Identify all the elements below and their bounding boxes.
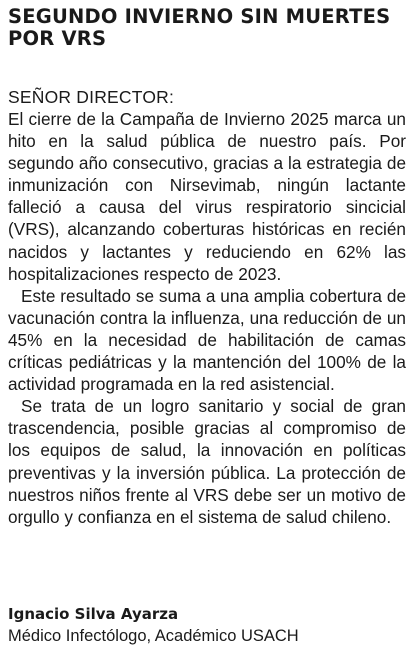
headline-line-2: POR VRS — [8, 27, 107, 50]
paragraph-1: El cierre de la Campaña de Invierno 2025 marca un hito en la salud pública de nuestro país. Por segundo año consecutivo, gracias a la estrategia de inmunización con Nirsevimab, ningún lactante falleció a causa del virus respiratorio sincicial (VRS), alcanzando coberturas históricas en recién nacidos y lactantes y reduciendo en 62% las hospitalizaciones respecto de 2023. — [8, 109, 406, 284]
headline — [8, 6, 406, 50]
paragraph-2: Este resultado se suma a una amplia cobertura de vacunación contra la influenza, una reducción de un 45% en la necesidad de habilitación de camas críticas pediátricas y la mantención del 100% de la actividad programada en la red asistencial. — [8, 285, 406, 395]
signature-block — [8, 603, 406, 647]
author-title: Médico Infectólogo, Académico USACH — [8, 627, 299, 645]
author-name: Ignacio Silva Ayarza — [8, 605, 179, 623]
letter-article — [8, 6, 406, 528]
salutation: SEÑOR DIRECTOR: — [8, 87, 175, 107]
paragraph-3: Se trata de un logro sanitario y social de gran trascendencia, posible gracias al compromiso de los equipos de salud, la innovación en políticas preventivas y la inversión pública. La protección de nuestros niños frente al VRS debe ser un motivo de orgullo y confianza en el sistema de salud chileno. — [8, 396, 406, 527]
headline-line-1: SEGUNDO INVIERNO SIN MUERTES — [8, 5, 391, 28]
